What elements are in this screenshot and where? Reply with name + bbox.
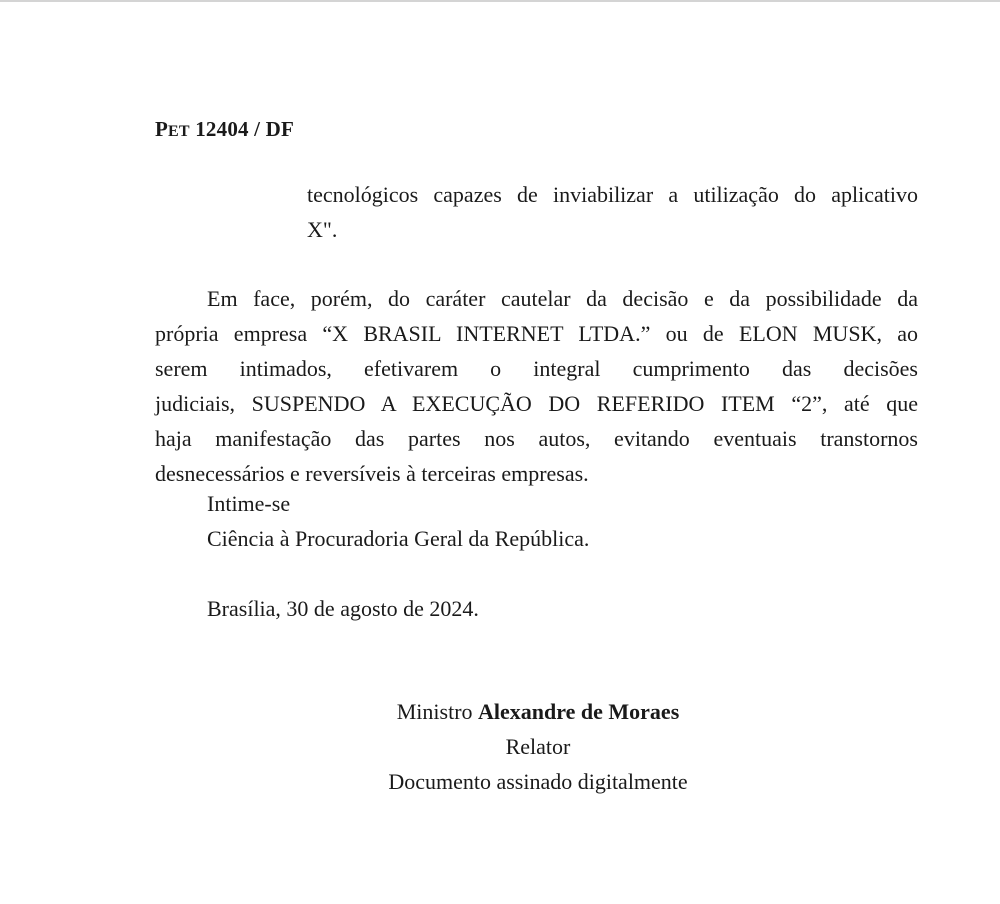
quote-line: tecnológicos capazes de inviabilizar a utilização do aplicativo: [307, 182, 918, 207]
heading-number: 12404 / DF: [189, 117, 295, 141]
case-heading: [155, 117, 294, 142]
quote-line: X".: [307, 217, 338, 242]
ciencia-line: Ciência à Procuradoria Geral da República.: [207, 526, 590, 551]
decision-paragraph: [155, 281, 918, 491]
paragraph-line: haja manifestação das partes nos autos, evitando eventuais transtornos: [155, 426, 918, 451]
signature-name-line: [0, 694, 1000, 729]
signature-note: Documento assinado digitalmente: [388, 769, 688, 794]
top-border: [0, 0, 1000, 2]
paragraph-line: própria empresa “X BRASIL INTERNET LTDA.” ou de ELON MUSK, ao: [155, 321, 918, 346]
paragraph-line: serem intimados, efetivarem o integral cumprimento das decisões: [155, 356, 918, 381]
heading-prefix-rest: ET: [168, 123, 190, 140]
quoted-text-block: [307, 177, 918, 247]
paragraph-line: Em face, porém, do caráter cautelar da decisão e da possibilidade da: [207, 286, 918, 311]
paragraph-line: desnecessários e reversíveis à terceiras empresas.: [155, 461, 589, 486]
signature-name: Alexandre de Moraes: [478, 699, 680, 724]
intime-se-line: Intime-se: [207, 491, 291, 516]
signature-title: Ministro: [396, 699, 479, 724]
heading-prefix-cap: P: [155, 117, 169, 141]
date-line: Brasília, 30 de agosto de 2024.: [207, 596, 479, 621]
signature-role: Relator: [505, 734, 571, 759]
paragraph-line: judiciais, SUSPENDO A EXECUÇÃO DO REFERIDO ITEM “2”, até que: [155, 391, 918, 416]
